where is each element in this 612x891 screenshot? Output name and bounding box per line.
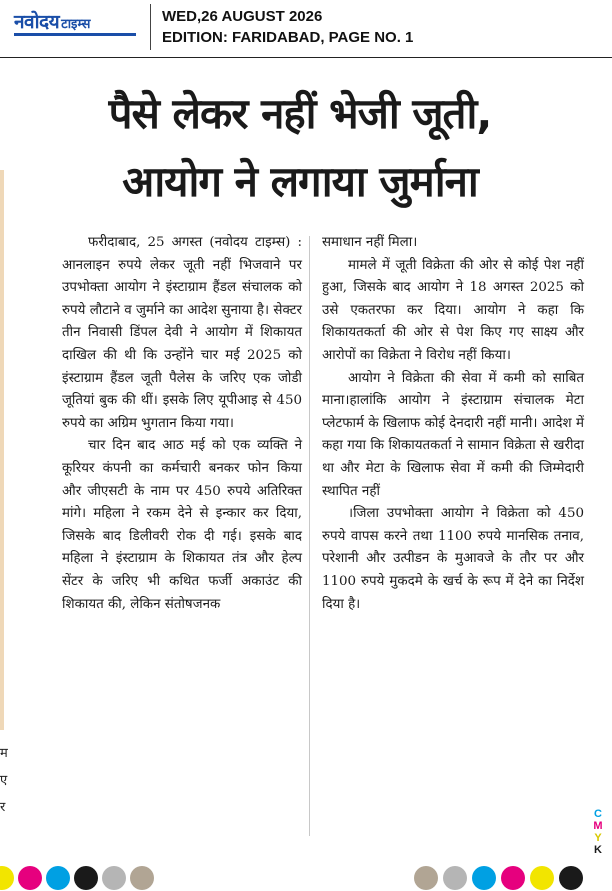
article-paragraph: चार दिन बाद आठ मई को एक व्यक्ति ने कूरियर कंपनी का कर्मचारी बनकर फोन किया और जीएसटी के नाम पर 450 रुपये अतिरिक्त मांगे। महिला ने रकम देने से इन्कार कर दिया, जिसके बाद डिलीवरी रोक दी गई। इसके बाद महिला ने इंस्टाग्राम के शिकायत तंत्र और हेल्प सेंटर के जरिए भी कथित फर्जी अकाउंट की शिकायत की, लेकिन संतोषजनक [62, 438, 302, 612]
fragment-char: म [0, 746, 8, 761]
registration-dot [74, 866, 98, 890]
article-column-2 [322, 232, 584, 616]
registration-dot [46, 866, 70, 890]
article-column-1 [62, 232, 302, 616]
registration-marks-right [410, 866, 612, 891]
adjacent-article-fragment [0, 740, 12, 821]
article-paragraph: आयोग ने विक्रेता की सेवा में कमी को साबित माना।हालांकि आयोग ने इंस्टाग्राम संचालक मेटा प्लेटफार्म के खिलाफ कोई देनदारी नहीं मानी। आदेश में कहा गया कि शिकायतकर्ता ने सामान विक्रेता से खरीदा था और मेटा के खिलाफ सेवा में कमी की जिम्मेदारी स्थापित नहीं [322, 370, 584, 499]
registration-dot [130, 866, 154, 890]
headline-line-1: पैसे लेकर नहीं भेजी जूती, [108, 89, 492, 138]
date-line: WED,26 AUGUST 2026 [162, 8, 323, 25]
cmyk-letter-c: C [594, 808, 602, 820]
registration-dot [443, 866, 467, 890]
cmyk-label [589, 808, 607, 868]
headline-line-2: आयोग ने लगाया जुर्माना [122, 157, 478, 206]
column-divider [309, 236, 310, 836]
adjacent-image-edge [0, 170, 4, 730]
edition-line: EDITION: FARIDABAD, PAGE NO. 1 [162, 29, 414, 46]
registration-dot [501, 866, 525, 890]
article-paragraph: मामले में जूती विक्रेता की ओर से कोई पेश नहीं हुआ, जिसके बाद आयोग ने 18 अगस्त 2025 को उसे एकतरफा कर दिया। आयोग ने कहा कि शिकायतकर्ता की ओर से पेश किए गए साक्ष्य और आरोपों का विक्रेता ने विरोध नहीं किया। [322, 257, 584, 363]
article-paragraph: समाधान नहीं मिला। [322, 235, 418, 250]
registration-dot [472, 866, 496, 890]
cmyk-letter-k: K [594, 844, 602, 856]
registration-marks-left [0, 866, 160, 891]
article-headline [20, 80, 580, 216]
registration-dot [0, 866, 14, 890]
registration-dot [414, 866, 438, 890]
edition-info [162, 6, 413, 48]
logo-underline [14, 33, 136, 36]
logo-sub-text: टाइम्स [61, 17, 91, 32]
fragment-char: र [0, 800, 6, 815]
registration-dot [530, 866, 554, 890]
registration-dot [102, 866, 126, 890]
article-paragraph: ।जिला उपभोक्ता आयोग ने विक्रेता को 450 रुपये वापस करने तथा 1100 रुपये मानसिक तनाव, परेशानी और उत्पीडन के मुआवजे के तौर पर और 1100 रुपये मुकदमे के खर्च के रूप में देने का निर्देश दिया है। [322, 506, 584, 612]
registration-dot [559, 866, 583, 890]
masthead [0, 0, 612, 56]
logo-main-text: नवोदय [14, 11, 60, 33]
newspaper-logo [14, 8, 90, 34]
fragment-char: ए [0, 773, 8, 788]
header-rule [0, 57, 612, 58]
registration-dot [18, 866, 42, 890]
article-paragraph: फरीदाबाद, 25 अगस्त (नवोदय टाइम्स) : आनलाइन रुपये लेकर जूती नहीं भिजवाने पर उपभोक्ता आयोग ने इंस्टाग्राम हैंडल संचालक को रुपये लौटाने व जुर्माने का आदेश सुनाया है। सेक्टर तीन निवासी डिंपल देवी ने आयोग में शिकायत दाखिल की थी कि उन्होंने चार मई 2025 को इंस्टाग्राम हैंडल जूती पैलेस के जरिए एक जोडी जूतियां बुक की थीं। इसके लिए यूपीआइ से 450 रुपये का अग्रिम भुगतान किया गया। [62, 235, 302, 431]
header-divider [150, 4, 151, 50]
cmyk-letter-m: M [593, 820, 603, 832]
cmyk-letter-y: Y [594, 832, 602, 844]
